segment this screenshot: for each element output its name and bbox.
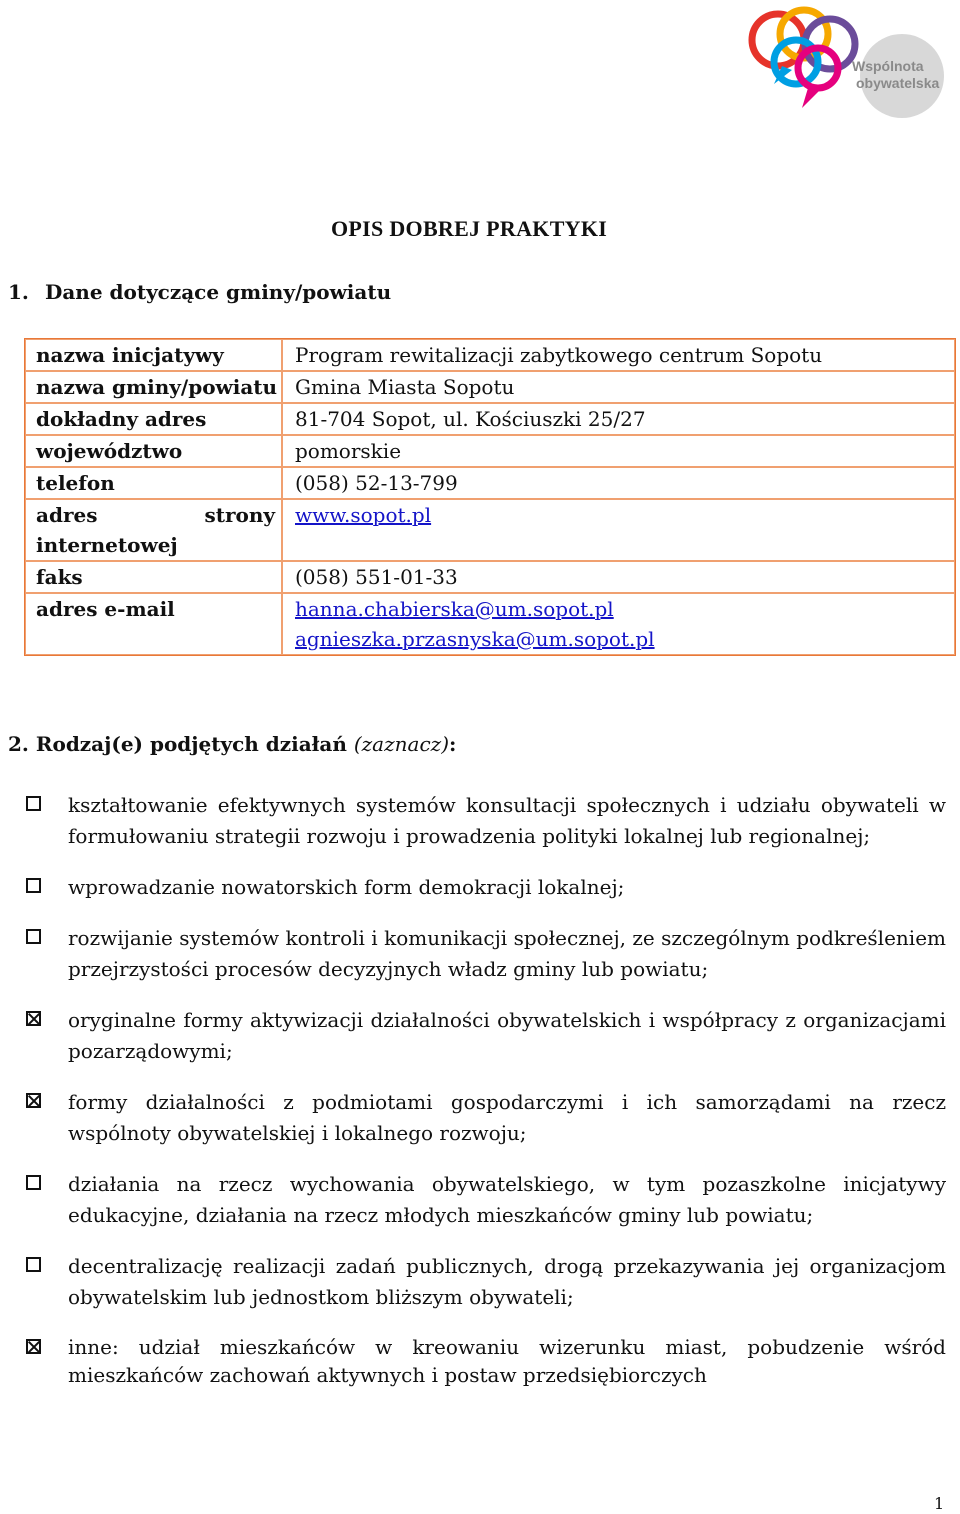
list-item	[26, 790, 946, 852]
row-label: faks	[25, 561, 282, 593]
row-label-part: strony	[204, 503, 275, 527]
document-title: OPIS DOBREJ PRAKTYKI	[331, 216, 608, 241]
row-value: 81-704 Sopot, ul. Kościuszki 25/27	[282, 403, 955, 435]
wspolnota-logo	[738, 4, 948, 122]
activity-text: oryginalne formy aktywizacji działalności obywatelskich i współpracy z organizacjami pozarządowymi;	[68, 1008, 946, 1063]
section-2-colon: :	[449, 732, 457, 756]
checkbox-unchecked[interactable]	[26, 796, 41, 811]
list-item	[26, 1005, 946, 1067]
section-2-title: Rodzaj(e) podjętych działań	[35, 732, 347, 756]
table-row	[25, 561, 955, 593]
checkbox-checked[interactable]	[26, 1093, 41, 1108]
row-label: dokładny adres	[25, 403, 282, 435]
row-value: (058) 551-01-33	[282, 561, 955, 593]
logo-line-2: obywatelska	[856, 75, 940, 91]
row-value: Program rewitalizacji zabytkowego centrum Sopotu	[282, 339, 955, 371]
checkbox-unchecked[interactable]	[26, 1257, 41, 1272]
row-value: (058) 52-13-799	[282, 467, 955, 499]
row-label: nazwa gminy/powiatu	[25, 371, 282, 403]
table-row	[25, 499, 955, 561]
checkbox-unchecked[interactable]	[26, 929, 41, 944]
email-link[interactable]: hanna.chabierska@um.sopot.pl	[295, 597, 614, 621]
activity-text: wprowadzanie nowatorskich form demokracji lokalnej;	[68, 875, 625, 899]
table-row	[25, 435, 955, 467]
row-label: nazwa inicjatywy	[25, 339, 282, 371]
row-label	[25, 499, 282, 561]
row-value: Gmina Miasta Sopotu	[282, 371, 955, 403]
section-1-number: 1.	[8, 280, 29, 304]
activity-text: kształtowanie efektywnych systemów konsultacji społecznych i udziału obywateli w formułowaniu strategii rozwoju i prowadzenia polityki lokalnej lub regionalnej;	[68, 793, 946, 848]
list-item	[26, 1087, 946, 1149]
table-row	[25, 403, 955, 435]
section-1-title: Dane dotyczące gminy/powiatu	[44, 280, 392, 304]
row-value	[282, 593, 955, 655]
row-label-part: internetowej	[36, 533, 178, 557]
checkbox-unchecked[interactable]	[26, 1175, 41, 1190]
activity-text: rozwijanie systemów kontroli i komunikacji społecznej, ze szczególnym podkreśleniem przejrzystości procesów decyzyjnych władz gminy lub powiatu;	[68, 926, 946, 981]
municipality-info-table	[24, 338, 956, 656]
table-row	[25, 593, 955, 655]
activity-text: formy działalności z podmiotami gospodarczymi i ich samorządami na rzecz wspólnoty obywatelskiej i lokalnego rozwoju;	[68, 1090, 946, 1145]
section-1-heading	[8, 280, 391, 304]
email-link[interactable]: agnieszka.przasnyska@um.sopot.pl	[295, 627, 655, 651]
checkbox-unchecked[interactable]	[26, 878, 41, 893]
row-label: województwo	[25, 435, 282, 467]
logo-wordmark	[852, 58, 952, 92]
table-row	[25, 339, 955, 371]
logo-line-1: Wspólnota	[852, 58, 924, 74]
activity-checklist	[26, 790, 946, 1389]
table-row	[25, 371, 955, 403]
list-item	[26, 923, 946, 985]
row-label: adres e-mail	[25, 593, 282, 655]
activity-text: działania na rzecz wychowania obywatelskiego, w tym pozaszkolne inicjatywy edukacyjne, działania na rzecz młodych mieszkańców gminy lub powiatu;	[68, 1172, 946, 1227]
checkbox-checked[interactable]	[26, 1011, 41, 1026]
list-item	[26, 872, 946, 903]
section-2-number: 2.	[8, 732, 29, 756]
list-item	[26, 1333, 946, 1389]
table-row	[25, 467, 955, 499]
website-link[interactable]: www.sopot.pl	[295, 503, 432, 527]
activity-text: inne: udział mieszkańców w kreowaniu wizerunku miast, pobudzenie wśród mieszkańców zachowań aktywnych i postaw przedsiębiorczych	[68, 1335, 946, 1387]
row-value	[282, 499, 955, 561]
row-label: telefon	[25, 467, 282, 499]
row-value: pomorskie	[282, 435, 955, 467]
list-item	[26, 1169, 946, 1231]
list-item	[26, 1251, 946, 1313]
row-label-part: adres	[36, 503, 98, 527]
page-number: 1	[934, 1494, 945, 1513]
checkbox-checked[interactable]	[26, 1339, 41, 1354]
section-2-hint: (zaznacz)	[353, 732, 449, 756]
section-2-heading	[8, 732, 456, 756]
activity-text: decentralizację realizacji zadań publicznych, drogą przekazywania jej organizacjom obywatelskim lub jednostkom bliższym obywateli;	[68, 1254, 946, 1309]
